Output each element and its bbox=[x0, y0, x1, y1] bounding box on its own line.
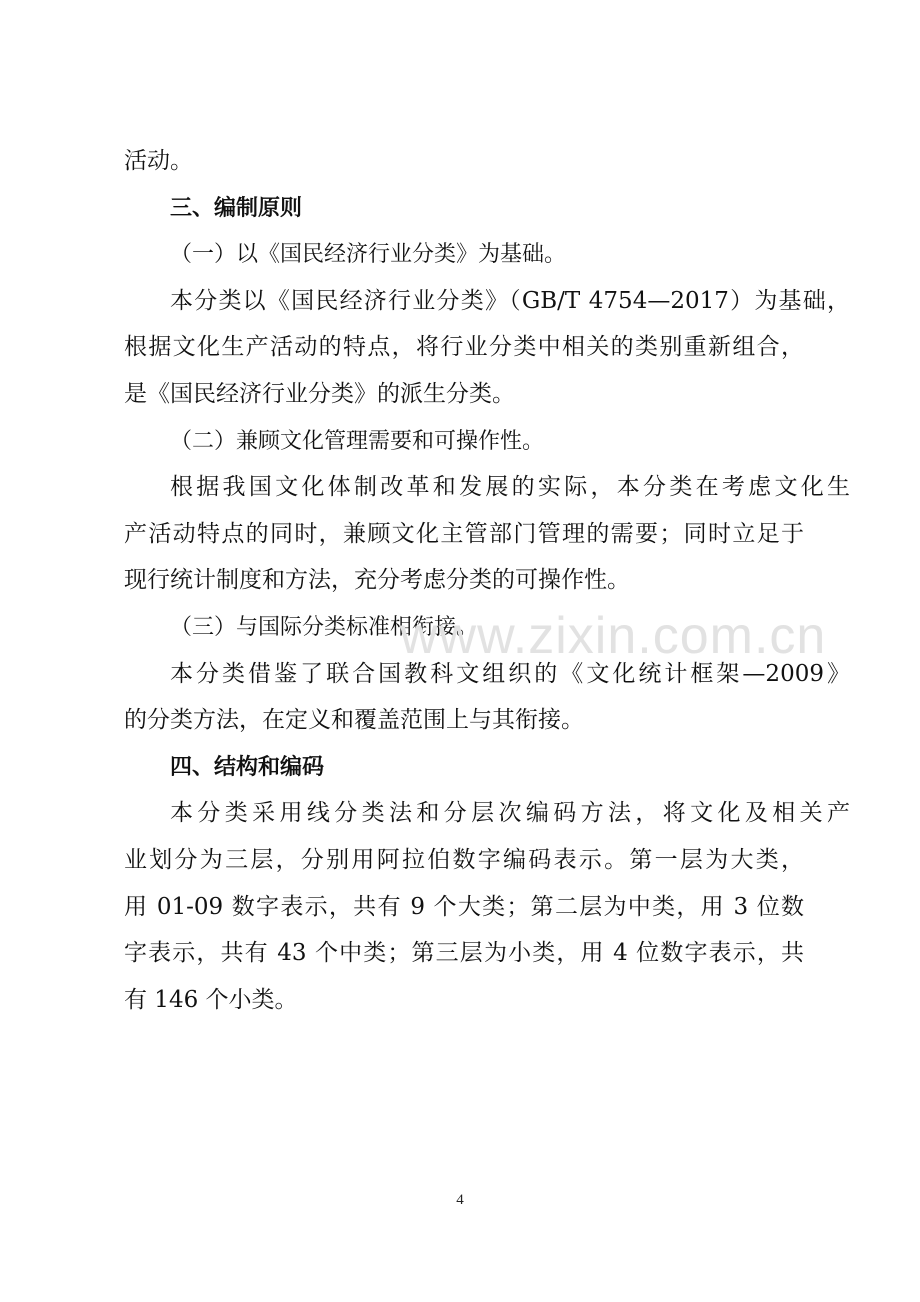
paragraph-line: 业划分为三层，分别用阿拉伯数字编码表示。第一层为大类， bbox=[124, 846, 804, 873]
subsection-heading-2: （二）兼顾文化管理需要和可操作性。 bbox=[170, 428, 545, 454]
paragraph-line: 本分类以《国民经济行业分类》（GB/T 4754—2017）为基础， bbox=[170, 287, 850, 314]
paragraph-line: 字表示，共有 43 个中类；第三层为小类，用 4 位数字表示，共 bbox=[124, 940, 804, 967]
site-watermark: www.zixin.com.cn bbox=[400, 607, 827, 665]
paragraph-line: 根据文化生产活动的特点，将行业分类中相关的类别重新组合， bbox=[124, 334, 804, 361]
paragraph-line: 根据我国文化体制改革和发展的实际，本分类在考虑文化生 bbox=[170, 474, 850, 501]
section-heading-structure: 四、结构和编码 bbox=[170, 754, 325, 780]
subsection-heading-3: （三）与国际分类标准相衔接。 bbox=[170, 614, 479, 640]
paragraph-line: 的分类方法，在定义和覆盖范围上与其衔接。 bbox=[124, 707, 584, 734]
paragraph-line: 有 146 个小类。 bbox=[124, 986, 298, 1013]
document-body bbox=[124, 148, 850, 1035]
paragraph-line: 产活动特点的同时，兼顾文化主管部门管理的需要；同时立足于 bbox=[124, 520, 804, 547]
paragraph-line: 用 01-09 数字表示，共有 9 个大类；第二层为中类，用 3 位数 bbox=[124, 893, 804, 920]
paragraph-line: 本分类借鉴了联合国教科文组织的《文化统计框架—2009》 bbox=[170, 660, 850, 687]
page-number: 4 bbox=[456, 1192, 464, 1208]
paragraph-line: 活动。 bbox=[124, 148, 193, 174]
paragraph-line: 现行统计制度和方法，充分考虑分类的可操作性。 bbox=[124, 567, 630, 594]
section-heading-principles: 三、编制原则 bbox=[170, 195, 303, 221]
subsection-heading-1: （一）以《国民经济行业分类》为基础。 bbox=[170, 242, 567, 268]
paragraph-line: 本分类采用线分类法和分层次编码方法，将文化及相关产 bbox=[170, 800, 850, 827]
paragraph-line: 是《国民经济行业分类》的派生分类。 bbox=[124, 380, 515, 407]
